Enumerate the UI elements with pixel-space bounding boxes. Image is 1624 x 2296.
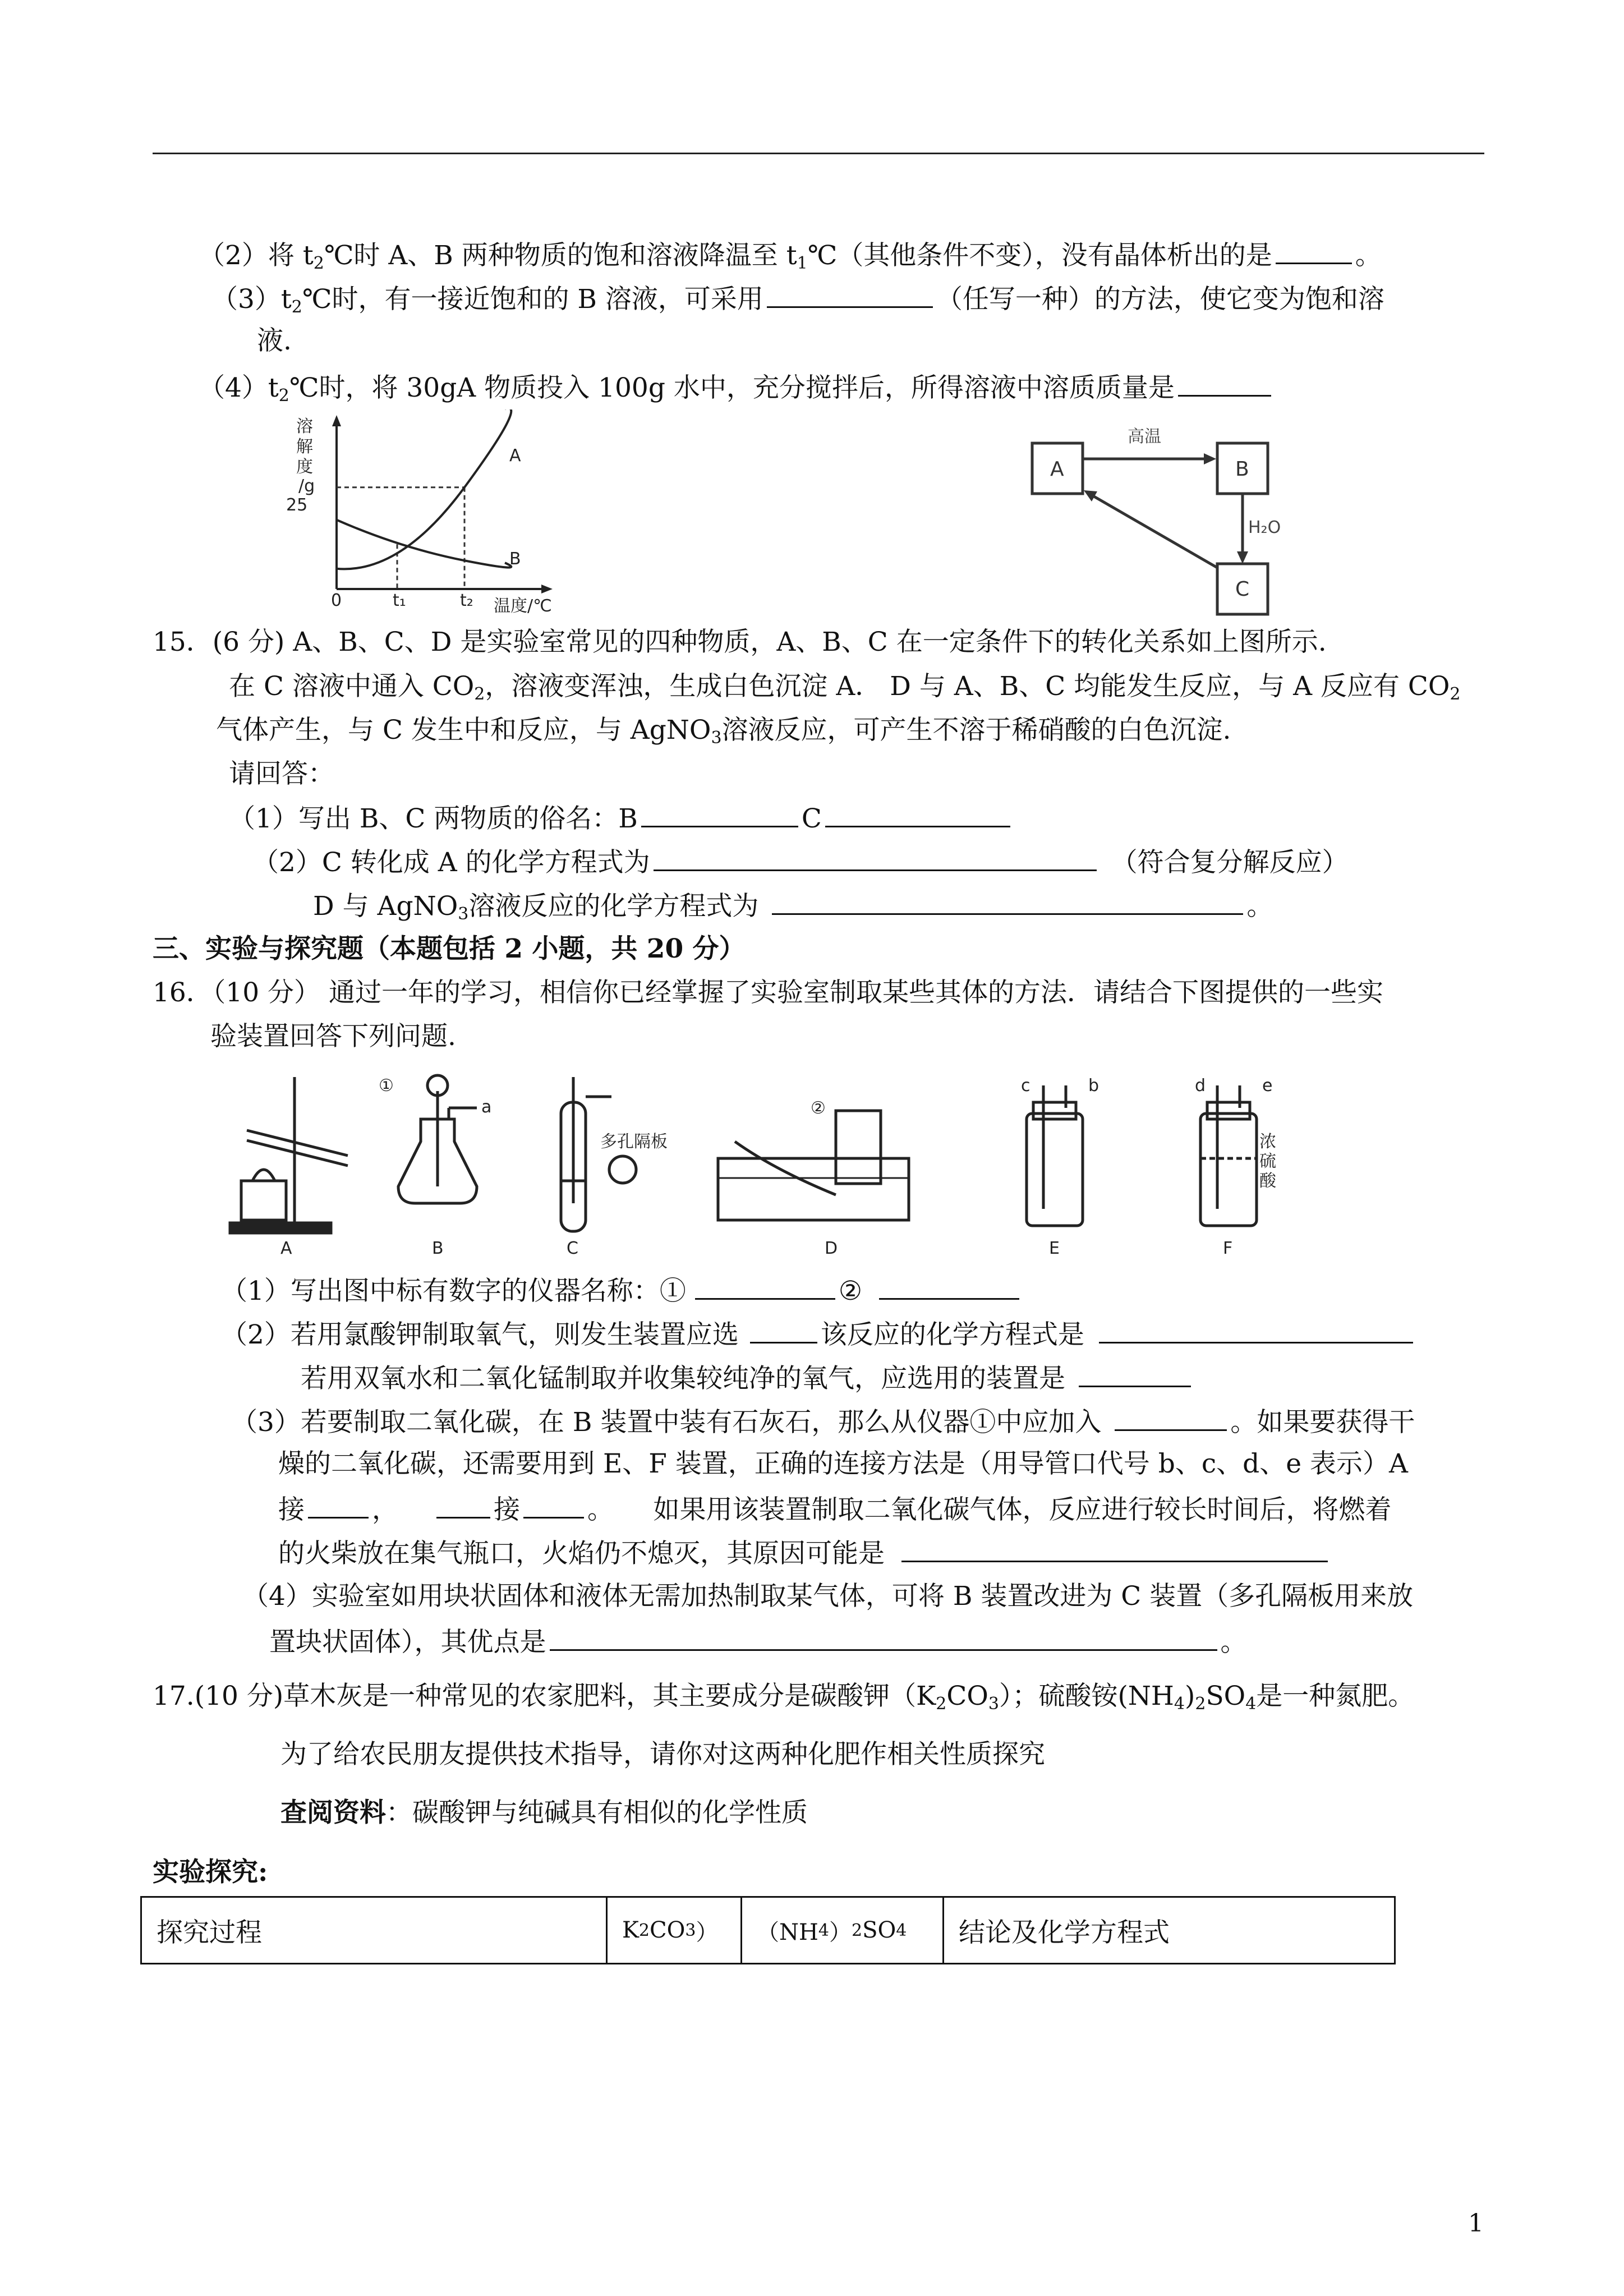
- answer-blank[interactable]: [772, 887, 1243, 915]
- table-header-k2co3: K 2 CO 3 ）: [608, 1898, 742, 1963]
- table-header-process: 探究过程: [142, 1898, 608, 1963]
- apparatus-label: C: [567, 1239, 578, 1258]
- answer-blank[interactable]: [1079, 1360, 1191, 1387]
- answer-blank[interactable]: [641, 800, 798, 827]
- node-c-label: C: [1235, 578, 1250, 601]
- tube-label-d: d: [1195, 1076, 1206, 1096]
- q16-part4-line2: 置块状固体），其优点是 。: [269, 1623, 1247, 1659]
- arrowhead: [1237, 551, 1248, 564]
- answer-blank[interactable]: [1115, 1404, 1227, 1431]
- apparatus-label: A: [280, 1239, 292, 1258]
- q17-reference: 查阅资料：碳酸钾与纯碱具有相似的化学性质: [280, 1797, 808, 1828]
- q16-part4: （4）实验室如用块状固体和液体无需加热制取某气体，可将 B 装置改进为 C 装置（多孔隔板用来放: [242, 1581, 1414, 1612]
- node-a-label: A: [1050, 458, 1064, 481]
- arrow-label-high-temp: 高温: [1128, 427, 1161, 447]
- series-label-b: B: [509, 549, 521, 569]
- answer-blank[interactable]: [1099, 1316, 1413, 1343]
- acid-label: 硫: [1259, 1152, 1276, 1171]
- answer-blank[interactable]: [654, 844, 1097, 871]
- ylabel-char: 解: [296, 437, 313, 457]
- table-header-conclusion: 结论及化学方程式: [959, 1917, 1170, 1948]
- arrow-c-a: [1091, 495, 1217, 568]
- q16-stem: 16．（10 分） 通过一年的学习，相信你已经掌握了实验室制取某些其体的方法．请结合下图提供的一些实: [153, 977, 1383, 1008]
- tube-label-b: b: [1088, 1076, 1099, 1096]
- apparatus-a: [230, 1077, 348, 1233]
- xlabel: 温度/℃: [494, 596, 552, 616]
- lab-apparatus-figure: [213, 1069, 1470, 1259]
- y-axis-arrow: [332, 415, 341, 426]
- apparatus-e: [1027, 1085, 1083, 1226]
- instrument-1-marker: ①: [379, 1076, 394, 1096]
- origin-label: 0: [331, 591, 342, 610]
- section-heading: 三、实验与探究题（本题包括 2 小题，共 20 分）: [153, 933, 746, 964]
- acid-label: 酸: [1259, 1171, 1276, 1191]
- q16-stem-cont: 验装置回答下列问题.: [210, 1021, 456, 1052]
- explore-heading: 实验探究:: [153, 1857, 268, 1888]
- apparatus-d: [718, 1111, 909, 1220]
- xtick-label: t₁: [393, 591, 406, 610]
- xtick-label: t₂: [460, 591, 473, 610]
- exploration-table: [140, 1896, 1396, 1964]
- q15-line3: 气体产生，与 C 发生中和反应，与 AgNO$_3$溶液反应，可产生不溶于稀硝酸的白色沉淀.: [216, 715, 1231, 748]
- q16-part1: （1）写出图中标有数字的仪器名称：① ②: [221, 1272, 1023, 1308]
- apparatus-label: E: [1049, 1239, 1060, 1258]
- answer-blank[interactable]: [879, 1272, 1019, 1300]
- answer-blank[interactable]: [436, 1491, 490, 1519]
- answer-blank[interactable]: [901, 1535, 1328, 1562]
- q16-part2b: 若用双氧水和二氧化锰制取并收集较纯净的氧气，应选用的装置是: [301, 1360, 1194, 1396]
- q15-stem: 15．(6 分) A、B、C、D 是实验室常见的四种物质，A、B、C 在一定条件下的转化关系如上图所示.: [153, 627, 1327, 657]
- q16-part3-line4: 的火柴放在集气瓶口，火焰仍不熄灭，其原因可能是: [278, 1535, 1331, 1571]
- apparatus-c: [561, 1077, 636, 1231]
- answer-blank[interactable]: [695, 1272, 835, 1300]
- q16-part2: （2）若用氯酸钾制取氧气，则发生装置应选 该反应的化学方程式是: [221, 1316, 1416, 1352]
- apparatus-label: B: [432, 1239, 444, 1258]
- x-axis-arrow: [541, 585, 553, 593]
- q16-part3: （3）若要制取二氧化碳，在 B 装置中装有石灰石，那么从仪器①中应加入 。如果要获得干: [231, 1404, 1415, 1439]
- header-rule: [153, 153, 1484, 154]
- apparatus-label: F: [1223, 1239, 1233, 1258]
- answer-blank[interactable]: [550, 1623, 1217, 1651]
- q14-part3-cont: 液.: [257, 325, 292, 356]
- answer-blank[interactable]: [767, 280, 933, 308]
- page-number: 1: [1468, 2209, 1484, 2238]
- table-header-nh4so4: （NH 4 ） 2 SO 4: [742, 1898, 944, 1963]
- series-line-b: [337, 520, 511, 568]
- ylabel-char: 溶: [296, 417, 313, 436]
- q17-stem: 17.(10 分)草木灰是一种常见的农家肥料，其主要成分是碳酸钾$(K_2CO_3)$；硫酸铵$(NH_4)_2SO_4$是一种氮肥。: [153, 1681, 1415, 1714]
- answer-blank[interactable]: [825, 800, 1010, 827]
- q14-part4: $(4)t_2℃$时，将 30gA 物质投入 100g 水中，充分搅拌后，所得溶液中溶质质量是: [199, 369, 1275, 413]
- apparatus-b: [398, 1075, 477, 1203]
- arrow-label-water: H₂O: [1248, 518, 1281, 537]
- q15-part2b: D 与 AgNO$_3$溶液反应的化学方程式为 。: [313, 887, 1273, 931]
- arrowhead: [1204, 453, 1216, 464]
- q16-part3-line2: 燥的二氧化碳，还需要用到 E、F 装置，正确的连接方法是（用导管口代号 b、c、d、e 表示）A: [278, 1448, 1408, 1479]
- node-b-label: B: [1235, 458, 1249, 481]
- q16-part3-line3: 接 ， 接 。 如果用该装置制取二氧化碳气体，反应进行较长时间后，将燃着: [278, 1491, 1392, 1527]
- answer-blank[interactable]: [1178, 369, 1271, 397]
- series-label-a: A: [509, 446, 521, 466]
- tube-label-a: a: [481, 1097, 492, 1117]
- acid-label: 浓: [1259, 1132, 1276, 1152]
- solubility-chart: [269, 409, 572, 623]
- instrument-2-marker: ②: [811, 1098, 826, 1118]
- ylabel-char: 度: [296, 457, 313, 477]
- series-line-a: [337, 409, 511, 569]
- q15-line2: 在 C 溶液中通入 $CO_2$，溶液变浑浊，生成白色沉淀 A． D 与 A、B、C 均能发生反应，与 A 反应有 $CO_2$: [229, 671, 1461, 704]
- q15-please-answer: 请回答：: [229, 758, 334, 789]
- ylabel-char: /g: [298, 476, 315, 496]
- answer-blank[interactable]: [523, 1491, 584, 1519]
- apparatus-label: D: [825, 1239, 838, 1258]
- porous-plate-label: 多孔隔板: [600, 1132, 668, 1152]
- answer-blank[interactable]: [308, 1491, 369, 1519]
- conversion-diagram: [1015, 421, 1285, 623]
- q14-part2: （2）将 $t_2℃$时 A、B 两种物质的饱和溶液降温至 $t_1℃$（其他条件不变），没有晶体析出的是 。: [199, 237, 1382, 280]
- apparatus-f: [1200, 1085, 1257, 1226]
- answer-blank[interactable]: [1276, 237, 1352, 264]
- tube-label-e: e: [1262, 1076, 1273, 1096]
- q15-part1: （1）写出 B、C 两物质的俗名：B C: [229, 800, 1014, 836]
- q17-intro: 为了给农民朋友提供技术指导，请你对这两种化肥作相关性质探究: [280, 1739, 1045, 1770]
- ytick-label: 25: [286, 495, 308, 515]
- q15-part2: （2）C 转化成 A 的化学方程式为 （符合复分解反应）: [252, 844, 1349, 880]
- answer-blank[interactable]: [750, 1316, 817, 1343]
- tube-label-c: c: [1021, 1076, 1030, 1096]
- q14-part3: $(3)t_2℃$时，有一接近饱和的 B 溶液，可采用 （任写一种）的方法，使它变为饱和溶: [211, 280, 1384, 324]
